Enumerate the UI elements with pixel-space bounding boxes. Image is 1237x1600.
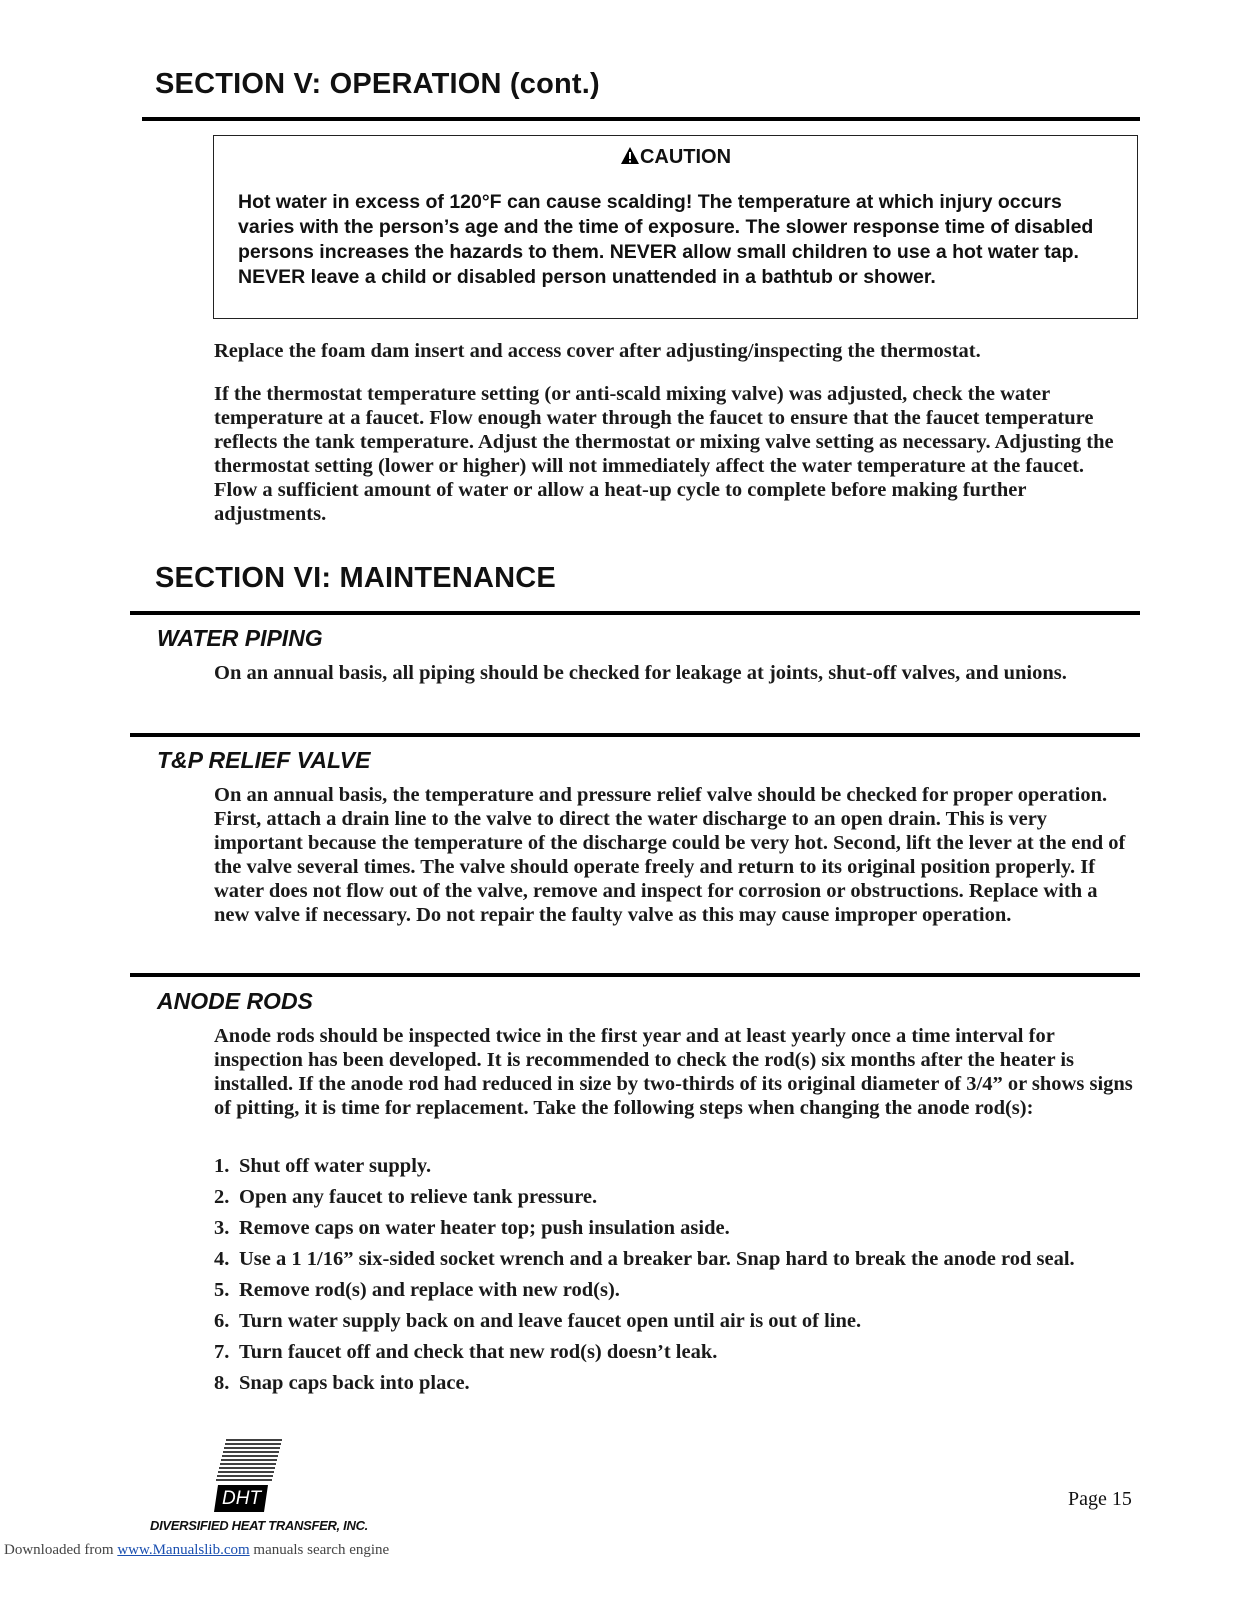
section-vi-rule <box>130 611 1140 615</box>
water-piping-title: WATER PIPING <box>157 625 323 651</box>
page-number: Page 15 <box>1068 1488 1132 1510</box>
step-text: Snap caps back into place. <box>239 1372 470 1394</box>
manualslib-link[interactable]: www.Manualslib.com <box>117 1542 250 1558</box>
relief-valve-rule <box>130 733 1140 737</box>
step-number: 4. <box>214 1248 230 1270</box>
step-text: Open any faucet to relieve tank pressure. <box>239 1186 598 1208</box>
company-name: DIVERSIFIED HEAT TRANSFER, INC. <box>150 1518 368 1533</box>
section-vi-title: SECTION VI: MAINTENANCE <box>155 562 556 594</box>
caution-text: Hot water in excess of 120°F can cause scalding! The temperature at which injury occurs varies with the person’s age and the time of exposure. The slower response time of disabled persons increases the hazards to them. NEVER allow small children to use a hot water tap. NEVER leave a child or disabled person unattended in a bathtub or shower. <box>238 191 1094 288</box>
step-text: Turn faucet off and check that new rod(s) doesn’t leak. <box>239 1341 718 1363</box>
anode-steps-list <box>214 1154 1129 1395</box>
section-v-title: SECTION V: OPERATION (cont.) <box>155 68 600 100</box>
list-item <box>214 1216 1129 1240</box>
caution-heading <box>214 146 1137 169</box>
step-number: 3. <box>214 1217 230 1239</box>
list-item <box>214 1278 1129 1302</box>
list-item <box>214 1185 1129 1209</box>
download-suffix: manuals search engine <box>249 1542 390 1558</box>
list-item <box>214 1371 1129 1395</box>
caution-box <box>213 135 1138 319</box>
operation-paragraph-1: Replace the foam dam insert and access cover after adjusting/inspecting the thermostat. <box>214 340 981 362</box>
water-piping-text: On an annual basis, all piping should be checked for leakage at joints, shut-off valves, and unions. <box>214 662 1067 684</box>
list-item <box>214 1247 1129 1271</box>
section-v-rule <box>142 117 1140 121</box>
step-text: Remove rod(s) and replace with new rod(s). <box>239 1279 620 1301</box>
step-number: 5. <box>214 1279 230 1301</box>
relief-valve-title: T&P RELIEF VALVE <box>157 747 371 773</box>
step-text: Remove caps on water heater top; push insulation aside. <box>239 1217 730 1239</box>
list-item <box>214 1154 1129 1178</box>
operation-paragraph-2: If the thermostat temperature setting (or anti-scald mixing valve) was adjusted, check the water temperature at a faucet. Flow enough water through the faucet to ensure that the faucet temperature reflects the tank temperature. Adjust the thermostat or mixing valve setting as necessary. Adjusting the thermostat setting (lower or higher) will not immediately affect the water temperature at the faucet. Flow a sufficient amount of water or allow a heat-up cycle to complete before making further adjustments. <box>214 383 1114 525</box>
step-number: 8. <box>214 1372 230 1394</box>
step-number: 2. <box>214 1186 230 1208</box>
step-text: Use a 1 1/16” six-sided socket wrench and a breaker bar. Snap hard to break the anode rod seal. <box>239 1248 1075 1270</box>
dht-logo-mark: DHT <box>222 1488 262 1509</box>
anode-rods-rule <box>130 973 1140 977</box>
caution-label: CAUTION <box>639 146 732 168</box>
list-item <box>214 1309 1129 1333</box>
anode-rods-text: Anode rods should be inspected twice in the first year and at least yearly once a time interval for inspection has been developed. It is recommended to check the rod(s) six months after the heater is installed. If the anode rod had reduced in size by two-thirds of its original diameter of 3/4” or shows signs of pitting, it is time for replacement. Take the following steps when changing the anode rod(s): <box>214 1025 1133 1119</box>
relief-valve-text: On an annual basis, the temperature and pressure relief valve should be checked for proper operation. First, attach a drain line to the valve to direct the water discharge to an open drain. This is very important because the temperature of the discharge could be very hot. Second, lift the lever at the end of the valve several times. The valve should operate freely and return to its original position properly. If water does not flow out of the valve, remove and inspect for corrosion or obstructions. Replace with a new valve if necessary. Do not repair the faulty valve as this may cause improper operation. <box>214 784 1126 926</box>
list-item <box>214 1340 1129 1364</box>
dht-logo <box>212 1437 284 1513</box>
anode-rods-title: ANODE RODS <box>157 988 313 1014</box>
step-text: Shut off water supply. <box>239 1155 432 1177</box>
anode-steps <box>214 1154 1129 1402</box>
download-prefix: Downloaded from <box>4 1542 118 1558</box>
step-number: 6. <box>214 1310 230 1332</box>
step-text: Turn water supply back on and leave faucet open until air is out of line. <box>239 1310 862 1332</box>
warning-triangle-icon <box>620 146 640 165</box>
step-number: 7. <box>214 1341 230 1363</box>
step-number: 1. <box>214 1155 230 1177</box>
download-footer <box>4 1542 389 1559</box>
